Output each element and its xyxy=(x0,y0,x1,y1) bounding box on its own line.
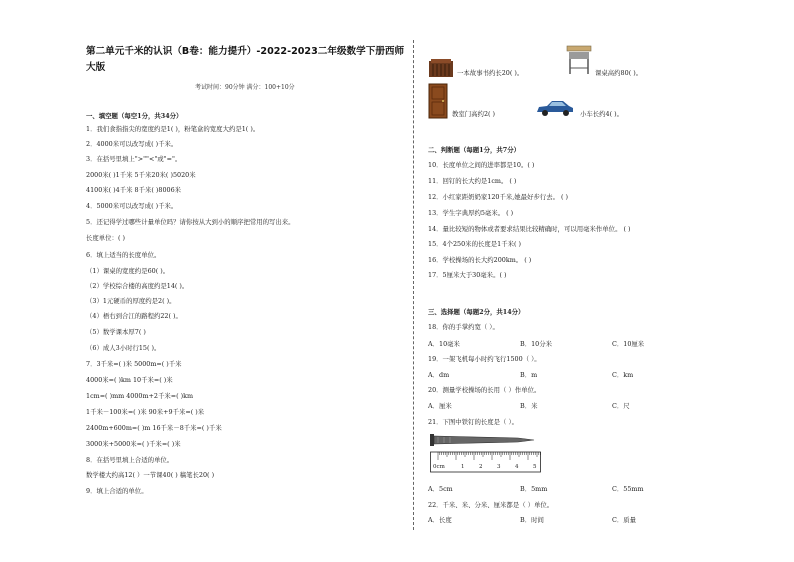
nail-ruler-figure xyxy=(430,430,542,474)
ruler-tick-label: 2 xyxy=(479,464,483,470)
choice-question: 18．你的手掌约宽（ ）。 xyxy=(428,323,499,331)
question-line: 4．5000米可以改写成( )千米。 xyxy=(86,202,178,210)
question-line: 5．还记得学过哪些计量单位吗？请你按从大到小的顺序把常用的写出来。 xyxy=(86,218,295,226)
ruler-tick-label: 3 xyxy=(497,464,501,470)
choice-option: C．10厘米 xyxy=(612,340,645,348)
choice-question: 21．下图中铁钉的长度是（ ）。 xyxy=(428,418,519,426)
section3-heading: 三、选择题（每题2分，共14分） xyxy=(428,308,525,316)
door-icon xyxy=(428,83,448,119)
ruler-tick-label: 4 xyxy=(515,464,519,470)
question-line: 1千米－100米=( )米 90米+9千米=( )米 xyxy=(86,408,205,416)
q9-item: 课桌高约80( )。 xyxy=(595,69,643,77)
choice-option: A．长度 xyxy=(428,516,452,524)
question-line: 4100米( )4千米 8千米( )8006米 xyxy=(86,186,182,194)
question-line: 8．在括号里填上合适的单位。 xyxy=(86,456,174,464)
judge-question: 10．长度单位之间的进率都是10。( ) xyxy=(428,161,535,169)
question-line: （1）课桌的宽度约是60( )。 xyxy=(86,267,170,275)
ruler-tick-label: 1 xyxy=(461,464,465,470)
choice-option: A．5cm xyxy=(428,485,453,493)
ruler-tick-label: 5 xyxy=(533,464,537,470)
question-line: 6．填上适当的长度单位。 xyxy=(86,251,161,259)
question-line: （4）梧右到合江的路程约22( )。 xyxy=(86,312,182,320)
question-line: （5）数学课本厚7( ) xyxy=(86,328,146,336)
choice-question: 19．一架飞机每小时约飞行1500（ ）。 xyxy=(428,355,541,363)
judge-question: 11．回钉的长大约是1cm。 ( ) xyxy=(428,177,517,185)
choice-question: 20．测量学校操场的长用（ ）作单位。 xyxy=(428,386,541,394)
car-icon xyxy=(535,98,575,118)
choice-option: A．10毫米 xyxy=(428,340,460,348)
judge-question: 13．学生字典厚约5毫米。 ( ) xyxy=(428,209,514,217)
judge-question: 14．量比较短的物体或者要求结果比较精确时，可以用毫米作单位。 ( ) xyxy=(428,225,631,233)
choice-option: B．m xyxy=(520,371,538,379)
q9-item: 小车长约4( )。 xyxy=(580,110,624,118)
question-line: 3000米+5000米=( )千米=( )米 xyxy=(86,440,181,448)
choice-question: 22．千米、米、分米、厘米都是（ ）单位。 xyxy=(428,501,554,509)
question-line: 2．4000米可以改写成( )千米。 xyxy=(86,140,178,148)
book-icon xyxy=(428,58,454,80)
section1-heading: 一、填空题（每空1分，共34分） xyxy=(86,112,183,120)
choice-option: B．5mm xyxy=(520,485,548,493)
question-line: 数学楼大约高12( ）一节课40( ) 稿笔长20( ) xyxy=(86,471,215,479)
judge-question: 15．4个250米的长度是1千米( ) xyxy=(428,240,521,248)
question-line: 长度单位：( ) xyxy=(86,234,125,242)
question-line: 9．填上合适的单位。 xyxy=(86,487,148,495)
choice-option: C．55mm xyxy=(612,485,644,493)
question-line: 1．我们食指指尖的宽度约是1( )，粉笔盒的宽度大约是1( )。 xyxy=(86,125,260,133)
question-line: 2000米( )1千米 5千米20米( )5020米 xyxy=(86,171,196,179)
choice-option: A．厘米 xyxy=(428,402,452,410)
question-line: 2400m+600m=( )m 16千米－8千米=( )千米 xyxy=(86,424,222,432)
choice-option: A．dm xyxy=(428,371,450,379)
choice-option: C．km xyxy=(612,371,634,379)
column-divider xyxy=(413,40,415,530)
school-desk-icon xyxy=(565,44,593,76)
q9-item: 教室门高约2( ) xyxy=(452,110,496,118)
question-line: 3．在括号里填上">""<"或"="。 xyxy=(86,155,182,163)
choice-option: B．10分米 xyxy=(520,340,552,348)
q9-item: 一本故事书约长20( )。 xyxy=(457,69,524,77)
judge-question: 12．小红家距奶奶家120千米,她最好步行去。 ( ) xyxy=(428,193,569,201)
ruler-unit-label: 0cm xyxy=(433,464,445,470)
question-line: （3）1元硬币的厚度约是2( )。 xyxy=(86,297,176,305)
question-line: 4000米=( )km 10千米=( )米 xyxy=(86,376,173,384)
section2-heading: 二、判断题（每题1分，共7分） xyxy=(428,146,520,154)
choice-option: B．时间 xyxy=(520,516,544,524)
choice-option: C．尺 xyxy=(612,402,630,410)
question-line: 7．3千米=( )米 5000m=( )千米 xyxy=(86,360,182,368)
question-line: 1cm=( )mm 4000m+2千米=( )km xyxy=(86,392,194,400)
exam-meta: 考试时间：90分钟 满分：100+10分 xyxy=(195,84,295,91)
choice-option: B．米 xyxy=(520,402,538,410)
choice-option: C．质量 xyxy=(612,516,637,524)
question-line: （2）学校综合楼的高度约是14( )。 xyxy=(86,282,189,290)
page-title: 第二单元千米的认识（B卷：能力提升）-2022-2023二年级数学下册西师大版 xyxy=(86,46,405,73)
judge-question: 16．学校操场的长大约200km。 ( ) xyxy=(428,256,532,264)
question-line: （6）成人3小时行15( )。 xyxy=(86,344,161,352)
judge-question: 17．5厘米大于30毫米。( ) xyxy=(428,271,507,279)
